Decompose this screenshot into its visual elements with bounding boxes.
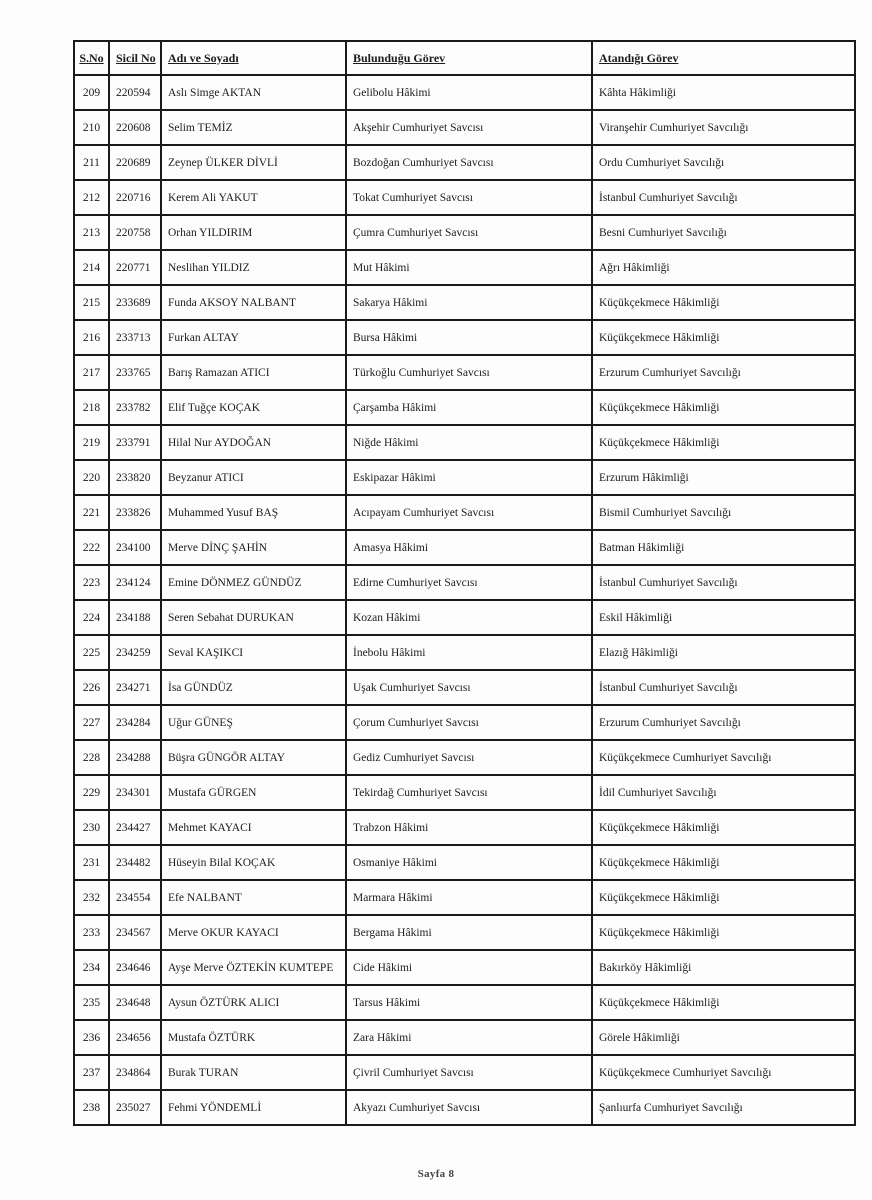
cell-current-post: Bergama Hâkimi	[346, 915, 592, 950]
cell-sno: 231	[74, 845, 109, 880]
cell-current-post: Bursa Hâkimi	[346, 320, 592, 355]
column-header-assigned-post: Atandığı Görev	[592, 41, 855, 75]
table-row	[74, 425, 855, 460]
table-row	[74, 845, 855, 880]
cell-sicil-no: 234482	[109, 845, 161, 880]
cell-current-post: Mut Hâkimi	[346, 250, 592, 285]
cell-sno: 232	[74, 880, 109, 915]
cell-assigned-post: Küçükçekmece Hâkimliği	[592, 985, 855, 1020]
cell-assigned-post: Erzurum Hâkimliği	[592, 460, 855, 495]
cell-current-post: Çarşamba Hâkimi	[346, 390, 592, 425]
cell-name: Hüseyin Bilal KOÇAK	[161, 845, 346, 880]
cell-sno: 214	[74, 250, 109, 285]
cell-current-post: Marmara Hâkimi	[346, 880, 592, 915]
cell-sicil-no: 233689	[109, 285, 161, 320]
cell-name: Barış Ramazan ATICI	[161, 355, 346, 390]
cell-assigned-post: Küçükçekmece Hâkimliği	[592, 390, 855, 425]
cell-current-post: Akşehir Cumhuriyet Savcısı	[346, 110, 592, 145]
cell-sicil-no: 233826	[109, 495, 161, 530]
cell-assigned-post: Ağrı Hâkimliği	[592, 250, 855, 285]
cell-sno: 210	[74, 110, 109, 145]
cell-assigned-post: Küçükçekmece Cumhuriyet Savcılığı	[592, 1055, 855, 1090]
cell-sno: 234	[74, 950, 109, 985]
cell-sno: 219	[74, 425, 109, 460]
cell-assigned-post: Eskil Hâkimliği	[592, 600, 855, 635]
cell-assigned-post: İstanbul Cumhuriyet Savcılığı	[592, 670, 855, 705]
cell-sno: 228	[74, 740, 109, 775]
table-row	[74, 915, 855, 950]
cell-assigned-post: Küçükçekmece Hâkimliği	[592, 915, 855, 950]
cell-sno: 211	[74, 145, 109, 180]
cell-sno: 235	[74, 985, 109, 1020]
cell-current-post: Gelibolu Hâkimi	[346, 75, 592, 110]
cell-sicil-no: 234284	[109, 705, 161, 740]
cell-sno: 218	[74, 390, 109, 425]
cell-name: Furkan ALTAY	[161, 320, 346, 355]
table-row	[74, 1020, 855, 1055]
cell-sicil-no: 233765	[109, 355, 161, 390]
table-row	[74, 950, 855, 985]
cell-name: Fehmi YÖNDEMLİ	[161, 1090, 346, 1125]
cell-name: Beyzanur ATICI	[161, 460, 346, 495]
cell-current-post: Amasya Hâkimi	[346, 530, 592, 565]
cell-sicil-no: 220608	[109, 110, 161, 145]
table-row	[74, 880, 855, 915]
table-row	[74, 215, 855, 250]
cell-name: Mustafa ÖZTÜRK	[161, 1020, 346, 1055]
cell-assigned-post: Küçükçekmece Hâkimliği	[592, 845, 855, 880]
cell-sno: 221	[74, 495, 109, 530]
cell-sno: 227	[74, 705, 109, 740]
cell-sicil-no: 234864	[109, 1055, 161, 1090]
table-row	[74, 250, 855, 285]
table-row	[74, 145, 855, 180]
cell-sicil-no: 235027	[109, 1090, 161, 1125]
cell-sno: 220	[74, 460, 109, 495]
table-row	[74, 635, 855, 670]
table-row	[74, 810, 855, 845]
cell-current-post: Niğde Hâkimi	[346, 425, 592, 460]
cell-assigned-post: İstanbul Cumhuriyet Savcılığı	[592, 180, 855, 215]
cell-name: Selim TEMİZ	[161, 110, 346, 145]
cell-current-post: Osmaniye Hâkimi	[346, 845, 592, 880]
cell-sicil-no: 234259	[109, 635, 161, 670]
cell-sno: 213	[74, 215, 109, 250]
table-row	[74, 75, 855, 110]
cell-current-post: Bozdoğan Cumhuriyet Savcısı	[346, 145, 592, 180]
table-row	[74, 495, 855, 530]
cell-sno: 223	[74, 565, 109, 600]
cell-name: Seval KAŞIKCI	[161, 635, 346, 670]
cell-assigned-post: Küçükçekmece Hâkimliği	[592, 810, 855, 845]
cell-name: Elif Tuğçe KOÇAK	[161, 390, 346, 425]
header-row	[74, 41, 855, 75]
cell-current-post: Sakarya Hâkimi	[346, 285, 592, 320]
cell-name: Emine DÖNMEZ GÜNDÜZ	[161, 565, 346, 600]
cell-current-post: Gediz Cumhuriyet Savcısı	[346, 740, 592, 775]
cell-assigned-post: Erzurum Cumhuriyet Savcılığı	[592, 355, 855, 390]
cell-sno: 217	[74, 355, 109, 390]
cell-current-post: Uşak Cumhuriyet Savcısı	[346, 670, 592, 705]
cell-name: Kerem Ali YAKUT	[161, 180, 346, 215]
cell-sno: 215	[74, 285, 109, 320]
cell-sno: 216	[74, 320, 109, 355]
table-row	[74, 1090, 855, 1125]
cell-name: Zeynep ÜLKER DİVLİ	[161, 145, 346, 180]
cell-name: Efe NALBANT	[161, 880, 346, 915]
table-row	[74, 1055, 855, 1090]
table-row	[74, 705, 855, 740]
cell-assigned-post: Ordu Cumhuriyet Savcılığı	[592, 145, 855, 180]
cell-assigned-post: Bakırköy Hâkimliği	[592, 950, 855, 985]
table-row	[74, 390, 855, 425]
cell-current-post: Acıpayam Cumhuriyet Savcısı	[346, 495, 592, 530]
cell-name: Aysun ÖZTÜRK ALICI	[161, 985, 346, 1020]
cell-name: Hilal Nur AYDOĞAN	[161, 425, 346, 460]
table-row	[74, 775, 855, 810]
table-row	[74, 110, 855, 145]
table-row	[74, 565, 855, 600]
cell-sno: 230	[74, 810, 109, 845]
cell-assigned-post: Elazığ Hâkimliği	[592, 635, 855, 670]
table-row	[74, 285, 855, 320]
column-header-current-post: Bulunduğu Görev	[346, 41, 592, 75]
cell-sicil-no: 234648	[109, 985, 161, 1020]
cell-assigned-post: Küçükçekmece Cumhuriyet Savcılığı	[592, 740, 855, 775]
cell-sicil-no: 234301	[109, 775, 161, 810]
cell-sicil-no: 233791	[109, 425, 161, 460]
cell-current-post: Tarsus Hâkimi	[346, 985, 592, 1020]
cell-sno: 238	[74, 1090, 109, 1125]
cell-assigned-post: Küçükçekmece Hâkimliği	[592, 320, 855, 355]
cell-sicil-no: 220758	[109, 215, 161, 250]
cell-assigned-post: Batman Hâkimliği	[592, 530, 855, 565]
table-row	[74, 740, 855, 775]
cell-name: Merve DİNÇ ŞAHİN	[161, 530, 346, 565]
cell-name: Aslı Simge AKTAN	[161, 75, 346, 110]
cell-name: Mustafa GÜRGEN	[161, 775, 346, 810]
cell-current-post: Türkoğlu Cumhuriyet Savcısı	[346, 355, 592, 390]
cell-name: Neslihan YILDIZ	[161, 250, 346, 285]
cell-sno: 212	[74, 180, 109, 215]
cell-sicil-no: 234100	[109, 530, 161, 565]
cell-sicil-no: 233782	[109, 390, 161, 425]
cell-current-post: Tokat Cumhuriyet Savcısı	[346, 180, 592, 215]
table-row	[74, 530, 855, 565]
table-row	[74, 600, 855, 635]
cell-sicil-no: 220771	[109, 250, 161, 285]
cell-current-post: İnebolu Hâkimi	[346, 635, 592, 670]
cell-sicil-no: 220594	[109, 75, 161, 110]
cell-sicil-no: 234567	[109, 915, 161, 950]
column-header-sicil-no: Sicil No	[109, 41, 161, 75]
cell-current-post: Trabzon Hâkimi	[346, 810, 592, 845]
cell-sno: 222	[74, 530, 109, 565]
cell-assigned-post: Erzurum Cumhuriyet Savcılığı	[592, 705, 855, 740]
cell-current-post: Çivril Cumhuriyet Savcısı	[346, 1055, 592, 1090]
table-row	[74, 320, 855, 355]
cell-assigned-post: İstanbul Cumhuriyet Savcılığı	[592, 565, 855, 600]
cell-current-post: Cide Hâkimi	[346, 950, 592, 985]
table-row	[74, 985, 855, 1020]
cell-current-post: Çumra Cumhuriyet Savcısı	[346, 215, 592, 250]
cell-name: Büşra GÜNGÖR ALTAY	[161, 740, 346, 775]
cell-name: Muhammed Yusuf BAŞ	[161, 495, 346, 530]
cell-sno: 237	[74, 1055, 109, 1090]
column-header-name: Adı ve Soyadı	[161, 41, 346, 75]
page-number: Sayfa 8	[417, 1168, 455, 1180]
cell-current-post: Akyazı Cumhuriyet Savcısı	[346, 1090, 592, 1125]
cell-name: Ayşe Merve ÖZTEKİN KUMTEPE	[161, 950, 346, 985]
cell-name: Merve OKUR KAYACI	[161, 915, 346, 950]
cell-assigned-post: Bismil Cumhuriyet Savcılığı	[592, 495, 855, 530]
table-row	[74, 670, 855, 705]
cell-sicil-no: 234288	[109, 740, 161, 775]
column-header-sno: S.No	[74, 41, 109, 75]
cell-sicil-no: 220716	[109, 180, 161, 215]
cell-sicil-no: 234646	[109, 950, 161, 985]
cell-sicil-no: 234124	[109, 565, 161, 600]
cell-name: İsa GÜNDÜZ	[161, 670, 346, 705]
cell-current-post: Kozan Hâkimi	[346, 600, 592, 635]
cell-sno: 224	[74, 600, 109, 635]
cell-name: Uğur GÜNEŞ	[161, 705, 346, 740]
table-row	[74, 180, 855, 215]
table-row	[74, 460, 855, 495]
cell-sicil-no: 234271	[109, 670, 161, 705]
cell-current-post: Zara Hâkimi	[346, 1020, 592, 1055]
cell-sicil-no: 234554	[109, 880, 161, 915]
cell-name: Orhan YILDIRIM	[161, 215, 346, 250]
cell-assigned-post: Besni Cumhuriyet Savcılığı	[592, 215, 855, 250]
cell-name: Mehmet KAYACI	[161, 810, 346, 845]
cell-sno: 209	[74, 75, 109, 110]
cell-sno: 226	[74, 670, 109, 705]
cell-current-post: Çorum Cumhuriyet Savcısı	[346, 705, 592, 740]
cell-sicil-no: 233820	[109, 460, 161, 495]
cell-assigned-post: Kâhta Hâkimliği	[592, 75, 855, 110]
cell-current-post: Tekirdağ Cumhuriyet Savcısı	[346, 775, 592, 810]
cell-sno: 236	[74, 1020, 109, 1055]
cell-assigned-post: Küçükçekmece Hâkimliği	[592, 285, 855, 320]
cell-sno: 233	[74, 915, 109, 950]
cell-name: Burak TURAN	[161, 1055, 346, 1090]
cell-current-post: Eskipazar Hâkimi	[346, 460, 592, 495]
cell-assigned-post: Şanlıurfa Cumhuriyet Savcılığı	[592, 1090, 855, 1125]
cell-assigned-post: Viranşehir Cumhuriyet Savcılığı	[592, 110, 855, 145]
cell-name: Seren Sebahat DURUKAN	[161, 600, 346, 635]
cell-sno: 229	[74, 775, 109, 810]
cell-assigned-post: Görele Hâkimliği	[592, 1020, 855, 1055]
table-row	[74, 355, 855, 390]
cell-sicil-no: 220689	[109, 145, 161, 180]
cell-sicil-no: 234188	[109, 600, 161, 635]
cell-sno: 225	[74, 635, 109, 670]
cell-sicil-no: 233713	[109, 320, 161, 355]
cell-assigned-post: İdil Cumhuriyet Savcılığı	[592, 775, 855, 810]
cell-current-post: Edirne Cumhuriyet Savcısı	[346, 565, 592, 600]
cell-sicil-no: 234427	[109, 810, 161, 845]
cell-sicil-no: 234656	[109, 1020, 161, 1055]
assignments-table	[73, 40, 856, 1126]
cell-assigned-post: Küçükçekmece Hâkimliği	[592, 880, 855, 915]
cell-name: Funda AKSOY NALBANT	[161, 285, 346, 320]
cell-assigned-post: Küçükçekmece Hâkimliği	[592, 425, 855, 460]
